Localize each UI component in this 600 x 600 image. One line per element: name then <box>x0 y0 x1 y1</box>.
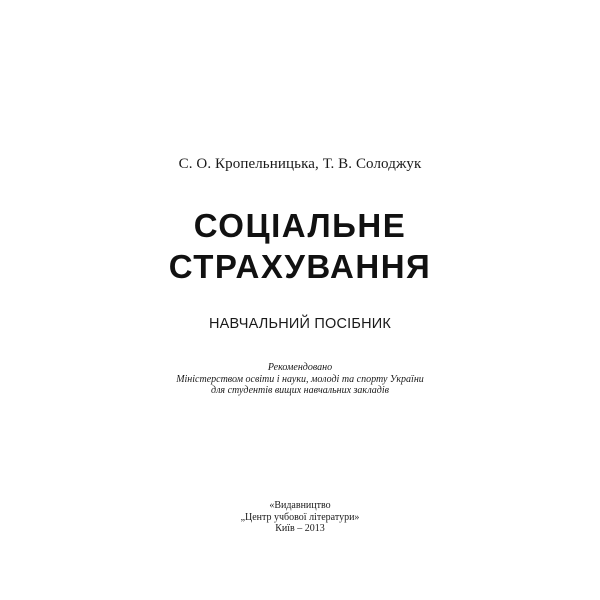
book-title-line-2: СТРАХУВАННЯ <box>168 248 432 285</box>
recommendation-line-1: Рекомендовано <box>267 362 333 373</box>
book-title-line-1: СОЦІАЛЬНЕ <box>193 207 407 244</box>
authors: С. О. Кропельницька, Т. В. Солоджук <box>178 156 422 172</box>
publisher-block <box>0 500 600 535</box>
recommendation-block <box>0 362 600 397</box>
publisher-line-1: «Видавництво <box>269 500 331 511</box>
recommendation-line-2: Міністерством освіти і науки, молоді та спорту України <box>176 373 424 385</box>
recommendation-line-3: для студентів вищих навчальних закладів <box>211 385 389 396</box>
publisher-line-2: „Центр учбової літератури» <box>240 511 360 523</box>
book-subtitle: НАВЧАЛЬНИЙ ПОСІБНИК <box>208 316 392 332</box>
publisher-line-3: Київ – 2013 <box>275 523 325 534</box>
